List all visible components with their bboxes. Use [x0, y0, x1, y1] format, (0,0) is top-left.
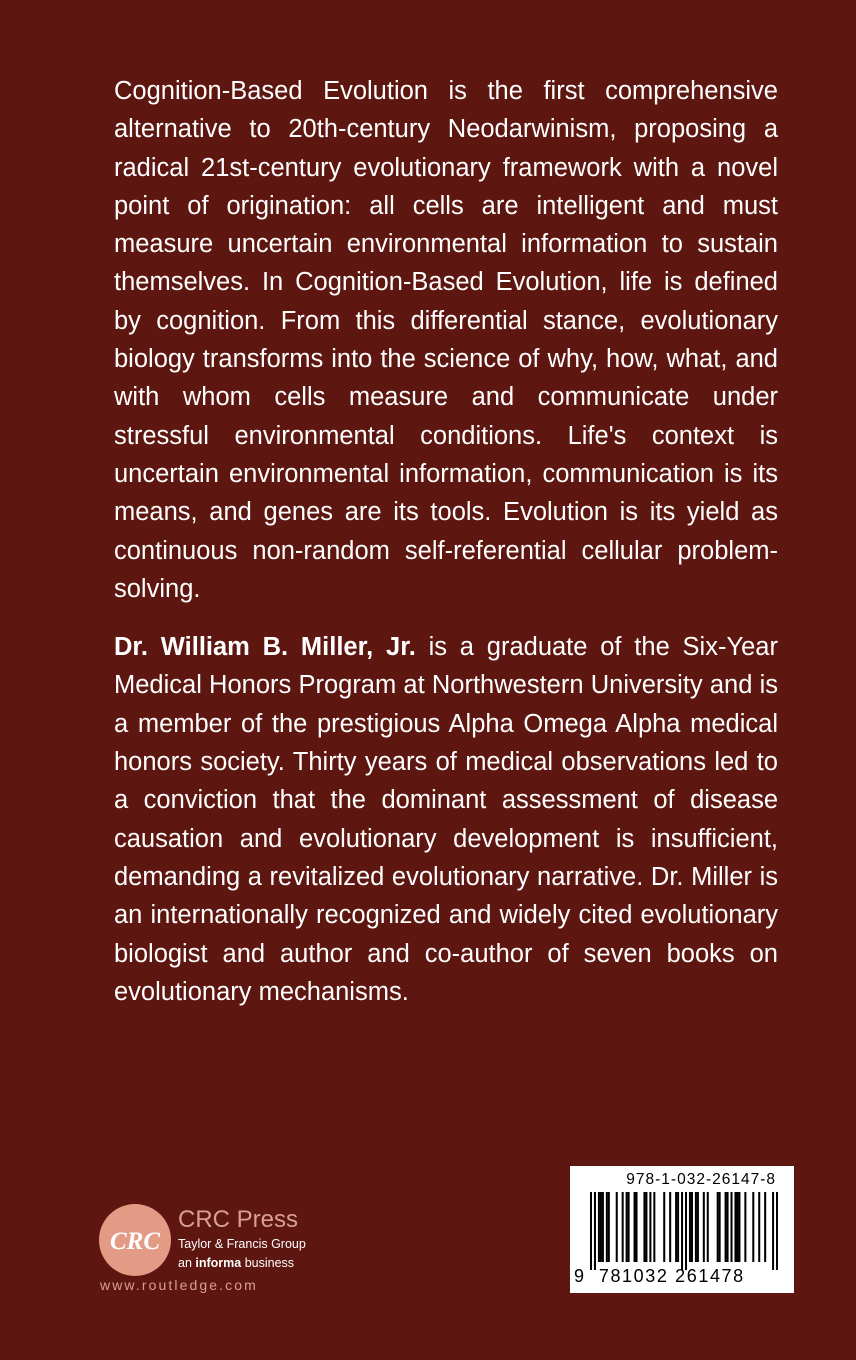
- author-biography: [114, 628, 778, 1011]
- barcode-bar: [600, 1192, 602, 1262]
- badge-text: CRC: [109, 1228, 161, 1255]
- barcode-bar: [744, 1192, 746, 1262]
- barcode-bar: [634, 1192, 636, 1262]
- barcode-bar: [719, 1192, 721, 1262]
- barcode-bar: [685, 1192, 687, 1270]
- barcode-bar: [606, 1192, 608, 1262]
- barcode-bar: [636, 1192, 638, 1262]
- barcode-bar: [649, 1192, 651, 1262]
- barcode-bar: [645, 1192, 647, 1262]
- crc-badge-icon: [98, 1203, 172, 1277]
- barcode-bar: [616, 1192, 618, 1262]
- barcode-bar: [594, 1192, 596, 1270]
- barcode-bar: [669, 1192, 671, 1262]
- barcode-bar: [689, 1192, 691, 1262]
- barcode-bar: [643, 1192, 645, 1262]
- publisher-group: Taylor & Francis Group: [178, 1237, 306, 1251]
- barcode-bar: [602, 1192, 604, 1262]
- barcode-bar: [628, 1192, 630, 1262]
- barcode-bar: [598, 1192, 600, 1262]
- barcode-icon: [590, 1192, 778, 1270]
- business-brand: informa: [195, 1256, 242, 1270]
- cover-text: [114, 72, 778, 1031]
- barcode-bar: [622, 1192, 624, 1262]
- barcode-bar: [736, 1192, 738, 1262]
- publisher-business: [178, 1256, 294, 1270]
- barcode-bar: [717, 1192, 719, 1262]
- barcode-bar: [764, 1192, 766, 1262]
- business-suffix: business: [241, 1256, 295, 1270]
- author-name: Dr. William B. Miller, Jr.: [114, 633, 416, 662]
- isbn-barcode: [570, 1166, 794, 1293]
- publisher-url: www.routledge.com: [100, 1277, 258, 1293]
- barcode-bar: [776, 1192, 778, 1270]
- isbn-digits-right: 261478: [675, 1266, 745, 1286]
- isbn-digit-leading: 9: [574, 1266, 586, 1286]
- book-description: Cognition-Based Evolution is the first comprehensive alternative to 20th-century Neodarwinism, proposing a radical 21st-century evolutionary framework with a novel point of origination: all cells are intelligent and must measure uncertain environmental information to sustain themselves. In Cognition-Based Evolution, life is defined by cognition. From this differential stance, evolutionary biology transforms into the science of why, how, what, and with whom cells measure and communicate under stressful environmental conditions. Life's context is uncertain environmental information, communication is its means, and genes are its tools. Evolution is its yield as continuous non-random self-referential cellular problem-solving.: [114, 77, 778, 603]
- barcode-bar: [697, 1192, 699, 1262]
- barcode-bar: [772, 1192, 774, 1270]
- barcode-bar: [731, 1192, 733, 1262]
- barcode-bar: [608, 1192, 610, 1262]
- publisher-logo: [98, 1195, 398, 1305]
- barcode-bar: [707, 1192, 709, 1262]
- barcode-bar: [653, 1192, 655, 1262]
- isbn-digits: [574, 1266, 784, 1287]
- barcode-bar: [727, 1192, 729, 1262]
- barcode-bar: [681, 1192, 683, 1270]
- barcode-bar: [738, 1192, 740, 1262]
- barcode-bar: [758, 1192, 760, 1262]
- author-bio-text: is a graduate of the Six-Year Medical Honors Program at Northwestern University and is a member of the prestigious Alpha Omega Alpha medical honors society. Thirty years of medical observations led to a conviction that the dominant assessment of disease causation and evolutionary development is insufficient, demanding a revitalized evolutionary narrative. Dr. Miller is an internationally recognized and widely cited evolutionary biologist and author and co-author of seven books on evolutionary mechanisms.: [114, 633, 778, 1006]
- barcode-bar: [695, 1192, 697, 1262]
- barcode-bar: [626, 1192, 628, 1262]
- barcode-bar: [677, 1192, 679, 1262]
- barcode-bar: [691, 1192, 693, 1262]
- barcode-bar: [675, 1192, 677, 1262]
- barcode-bar: [703, 1192, 705, 1262]
- barcode-bar: [734, 1192, 736, 1262]
- barcode-bar: [752, 1192, 754, 1262]
- publisher-name: CRC Press: [178, 1206, 299, 1233]
- business-prefix: an: [178, 1256, 196, 1270]
- barcode-bar: [725, 1192, 727, 1262]
- barcode-bar: [663, 1192, 665, 1262]
- isbn-digits-left: 781032: [598, 1266, 669, 1286]
- barcode-bar: [590, 1192, 592, 1270]
- isbn-label: 978-1-032-26147-8: [626, 1171, 776, 1188]
